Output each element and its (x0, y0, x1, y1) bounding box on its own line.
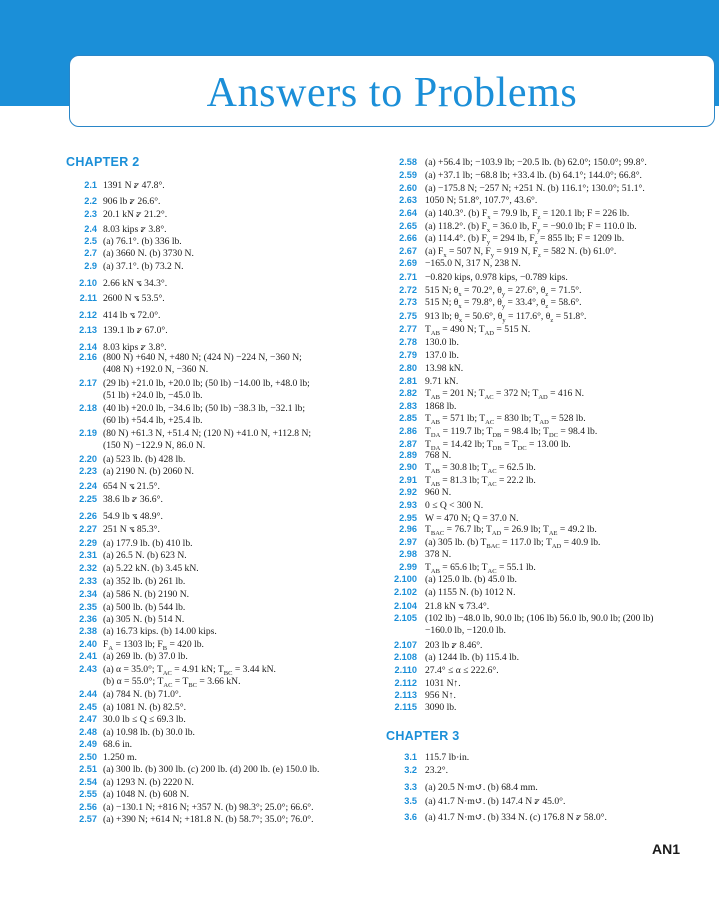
problem-number: 2.49 (79, 739, 97, 749)
problem-number: 2.45 (79, 702, 97, 712)
answer-text: (51 lb) +24.0 lb, −45.0 lb. (103, 390, 203, 401)
problem-number: 2.4 (84, 224, 97, 234)
problem-number: 2.35 (79, 602, 97, 612)
answer-text: 13.98 kN. (425, 363, 464, 374)
problem-number: 2.67 (399, 246, 417, 256)
problem-number: 2.98 (399, 549, 417, 559)
problem-number: 2.43 (79, 664, 97, 674)
problem-number: 2.92 (399, 487, 417, 497)
answer-text: 515 N; $\theta_x = 70.2^\circ$, $\theta_y = 27.6^\circ$, $\theta_z = 71.5^\circ$. (425, 285, 582, 298)
answer-text: 23.2°. (425, 765, 449, 776)
problem-number: 2.27 (79, 524, 97, 534)
problem-number: 2.44 (79, 689, 97, 699)
problem-number: 2.54 (79, 777, 97, 787)
page-number: AN1 (652, 841, 681, 857)
problem-number: 2.104 (394, 601, 417, 611)
problem-number: 2.14 (79, 342, 97, 352)
problem-number: 2.93 (399, 500, 417, 510)
problem-number: 2.20 (79, 454, 97, 464)
answer-text: 515 N; $\theta_x = 79.8^\circ$, $\theta_y = 33.4^\circ$, $\theta_z = 58.6^\circ$. (425, 297, 582, 310)
problem-number: 2.85 (399, 413, 417, 423)
problem-number: 2.107 (394, 640, 417, 650)
answer-text: 251 N ⦪ 85.3°. (103, 524, 160, 535)
answer-text: (a) 1081 N. (b) 82.5°. (103, 702, 186, 713)
problem-number: 2.65 (399, 221, 417, 231)
answer-text: (b) α = 55.0°; $T_{AC} = T_{BC} = 3.66$ kN. (103, 676, 241, 689)
answer-text: (a) 269 lb. (b) 37.0 lb. (103, 651, 188, 662)
problem-number: 2.112 (394, 678, 417, 688)
problem-number: 2.110 (394, 665, 417, 675)
problem-number: 3.3 (404, 782, 417, 792)
answer-text: 960 N. (425, 487, 452, 498)
page-title: Answers to Problems (206, 70, 578, 116)
answer-text: (a) 500 lb. (b) 544 lb. (103, 602, 186, 613)
answer-text: $T_{AB} = 30.8$ lb; $T_{AC} = 62.5$ lb. (425, 462, 536, 475)
answer-text: (29 lb) +21.0 lb, +20.0 lb; (50 lb) −14.00 lb, +48.0 lb; (103, 378, 310, 389)
answer-text: (a) 305 N. (b) 514 N. (103, 614, 185, 625)
problem-number: 2.13 (79, 325, 97, 335)
answer-text: $T_{BAC} = 76.7$ lb; $T_{AD} = 26.9$ lb; $T_{AE} = 49.2$ lb. (425, 524, 597, 537)
problem-number: 2.71 (399, 272, 417, 282)
answer-text: (a) 1155 N. (b) 1012 N. (425, 587, 516, 598)
answer-text: (a) 41.7 N·m↺. (b) 147.4 N ⦫ 45.0°. (425, 796, 566, 807)
answer-text: (a) 114.4°. (b) $F_y = 294$ lb, $F_z = 855$ lb; F = 1209 lb. (425, 233, 625, 246)
problem-number: 2.95 (399, 513, 417, 523)
problem-number: 2.82 (399, 388, 417, 398)
problem-number: 2.10 (79, 278, 97, 288)
problem-number: 2.1 (84, 180, 97, 190)
answer-text: 137.0 lb. (425, 350, 459, 361)
answer-text: (a) 784 N. (b) 71.0°. (103, 689, 182, 700)
answer-text: 414 lb ⦪ 72.0°. (103, 310, 161, 321)
answer-text: 906 lb ⦫ 26.6°. (103, 196, 161, 207)
problem-number: 2.77 (399, 324, 417, 334)
problem-number: 2.115 (394, 702, 417, 712)
problem-number: 2.102 (394, 587, 417, 597)
problem-number: 2.75 (399, 311, 417, 321)
answer-text: 1868 lb. (425, 401, 457, 412)
answer-text: 956 N↑. (425, 690, 456, 701)
answer-text: $T_{AB} = 201$ N; $T_{AC} = 372$ N; $T_{AD} = 416$ N. (425, 388, 585, 401)
problem-number: 2.55 (79, 789, 97, 799)
problem-number: 2.9 (84, 261, 97, 271)
problem-number: 2.56 (79, 802, 97, 812)
problem-number: 2.97 (399, 537, 417, 547)
answer-text: (150 N) −122.9 N, 86.0 N. (103, 440, 206, 451)
answer-text: (60 lb) +54.4 lb, +25.4 lb. (103, 415, 203, 426)
chapter-heading: CHAPTER 2 (66, 155, 140, 169)
problem-number: 2.59 (399, 170, 417, 180)
problem-number: 2.24 (79, 481, 97, 491)
answer-text: (a) 41.7 N·m↺. (b) 334 N. (c) 176.8 N ⦫ 58.0°. (425, 812, 607, 823)
problem-number: 2.36 (79, 614, 97, 624)
problem-number: 2.57 (79, 814, 97, 824)
problem-number: 2.17 (79, 378, 97, 388)
problem-number: 2.99 (399, 562, 417, 572)
answer-text: (a) −130.1 N; +816 N; +357 N. (b) 98.3°; 25.0°; 66.6°. (103, 802, 314, 813)
problem-number: 2.48 (79, 727, 97, 737)
answer-text: (a) +390 N; +614 N; +181.8 N. (b) 58.7°; 35.0°; 76.0°. (103, 814, 314, 825)
problem-number: 2.2 (84, 196, 97, 206)
answer-text: (a) −175.8 N; −257 N; +251 N. (b) 116.1°; 130.0°; 51.1°. (425, 183, 645, 194)
problem-number: 2.23 (79, 466, 97, 476)
answer-text: (40 lb) +20.0 lb, −34.6 lb; (50 lb) −38.3 lb, −32.1 lb; (103, 403, 306, 414)
answer-text: (a) 26.5 N. (b) 623 N. (103, 550, 187, 561)
answer-text: (a) 1048 N. (b) 608 N. (103, 789, 190, 800)
answer-text: $T_{AB} = 490$ N; $T_{AD} = 515$ N. (425, 324, 531, 337)
problem-number: 3.1 (404, 752, 417, 762)
answer-text: (a) 118.2°. (b) $F_x = 36.0$ lb, $F_y = -90.0$ lb; F = 110.0 lb. (425, 221, 637, 234)
problem-number: 2.69 (399, 258, 417, 268)
answer-text: (a) 5.22 kN. (b) 3.45 kN. (103, 563, 199, 574)
answer-text: (a) 125.0 lb. (b) 45.0 lb. (425, 574, 517, 585)
problem-number: 2.87 (399, 439, 417, 449)
problem-number: 2.5 (84, 236, 97, 246)
problem-number: 2.51 (79, 764, 97, 774)
problem-number: 2.3 (84, 209, 97, 219)
problem-number: 2.66 (399, 233, 417, 243)
answer-text: $T_{DA} = 14.42$ lb; $T_{DB} = T_{DC} = 13.00$ lb. (425, 439, 571, 452)
problem-number: 2.96 (399, 524, 417, 534)
answer-text: 1.250 m. (103, 752, 137, 763)
problem-number: 2.78 (399, 337, 417, 347)
problem-number: 3.6 (404, 812, 417, 822)
answer-text: 0 ≤ Q < 300 N. (425, 500, 484, 511)
answer-text: 1031 N↑. (425, 678, 461, 689)
answer-text: (a) 177.9 lb. (b) 410 lb. (103, 538, 193, 549)
problem-number: 2.58 (399, 157, 417, 167)
answer-text: (80 N) +61.3 N, +51.4 N; (120 N) +41.0 N, +112.8 N; (103, 428, 312, 439)
answer-text: 54.9 lb ⦪ 48.9°. (103, 511, 163, 522)
answer-text: (a) 37.1°. (b) 73.2 N. (103, 261, 184, 272)
answer-text: $T_{DA} = 119.7$ lb; $T_{DB} = 98.4$ lb; $T_{DC} = 98.4$ lb. (425, 426, 598, 439)
answer-text: (a) 76.1°. (b) 336 lb. (103, 236, 182, 247)
answer-text: (a) 1293 N. (b) 2220 N. (103, 777, 194, 788)
answer-text: (a) 10.98 lb. (b) 30.0 lb. (103, 727, 195, 738)
answer-text: 1391 N ⦫ 47.8°. (103, 180, 165, 191)
answer-text: 654 N ⦪ 21.5°. (103, 481, 160, 492)
answer-text: 20.1 kN ⦫ 21.2°. (103, 209, 168, 220)
problem-number: 2.12 (79, 310, 97, 320)
answer-text: 9.71 kN. (425, 376, 459, 387)
problem-number: 2.16 (79, 352, 97, 362)
answer-text: 913 lb; $\theta_x = 50.6^\circ$, $\theta_y = 117.6^\circ$, $\theta_z = 51.8^\circ$. (425, 311, 587, 324)
problem-number: 2.105 (394, 613, 417, 623)
answer-text: 768 N. (425, 450, 452, 461)
problem-number: 2.73 (399, 297, 417, 307)
problem-number: 2.31 (79, 550, 97, 560)
problem-number: 2.64 (399, 208, 417, 218)
problem-number: 2.19 (79, 428, 97, 438)
answer-text: 8.03 kips ⦫ 3.8°. (103, 224, 167, 235)
answer-text: (a) 300 lb. (b) 300 lb. (c) 200 lb. (d) 200 lb. (e) 150.0 lb. (103, 764, 320, 775)
problem-number: 2.11 (79, 293, 97, 303)
answer-text: (a) 20.5 N·m↺. (b) 68.4 mm. (425, 782, 538, 793)
problem-number: 2.50 (79, 752, 97, 762)
problem-number: 2.29 (79, 538, 97, 548)
answer-text: (a) α = 35.0°; $T_{AC} = 4.91$ kN; $T_{BC} = 3.44$ kN. (103, 664, 276, 677)
problem-number: 2.63 (399, 195, 417, 205)
answer-text: 378 N. (425, 549, 452, 560)
problem-number: 2.83 (399, 401, 417, 411)
answer-text: 21.8 kN ⦪ 73.4°. (425, 601, 490, 612)
problem-number: 2.79 (399, 350, 417, 360)
answer-text: −160.0 lb, −120.0 lb. (425, 625, 506, 636)
answer-text: (a) 140.3°. (b) $F_x = 79.9$ lb, $F_z = 120.1$ lb; F = 226 lb. (425, 208, 630, 221)
answer-text: (408 N) +192.0 N, −360 N. (103, 364, 209, 375)
answer-text: 139.1 lb ⦫ 67.0°. (103, 325, 168, 336)
answer-text: −165.0 N, 317 N, 238 N. (425, 258, 521, 269)
answer-text: 27.4° ≤ α ≤ 222.6°. (425, 665, 499, 676)
problem-number: 2.100 (394, 574, 417, 584)
answer-text: 8.03 kips ⦫ 3.8°. (103, 342, 167, 353)
answer-text: (102 lb) −48.0 lb, 90.0 lb; (106 lb) 56.0 lb, 90.0 lb; (200 lb) (425, 613, 654, 624)
problem-number: 2.89 (399, 450, 417, 460)
answer-text: (800 N) +640 N, +480 N; (424 N) −224 N, −360 N; (103, 352, 302, 363)
answer-text: $F_A = 1303$ lb; $F_B = 420$ lb. (103, 639, 204, 652)
chapter-heading: CHAPTER 3 (386, 729, 460, 743)
problem-number: 3.2 (404, 765, 417, 775)
answer-text: (a) +56.4 lb; −103.9 lb; −20.5 lb. (b) 62.0°; 150.0°; 99.8°. (425, 157, 647, 168)
answer-text: $T_{AB} = 65.6$ lb; $T_{AC} = 55.1$ lb. (425, 562, 536, 575)
answer-text: 1050 N; 51.8°, 107.7°, 43.6°. (425, 195, 538, 206)
answer-text: (a) 586 N. (b) 2190 N. (103, 589, 190, 600)
title-box (69, 55, 715, 127)
answer-text: (a) 16.73 kips. (b) 14.00 kips. (103, 626, 217, 637)
problem-number: 3.5 (404, 796, 417, 806)
problem-number: 2.26 (79, 511, 97, 521)
problem-number: 2.25 (79, 494, 97, 504)
answer-text: (a) 2190 N. (b) 2060 N. (103, 466, 194, 477)
problem-number: 2.18 (79, 403, 97, 413)
answer-text: 115.7 lb·in. (425, 752, 470, 763)
answer-text: 2600 N ⦪ 53.5°. (103, 293, 165, 304)
problem-number: 2.38 (79, 626, 97, 636)
problem-number: 2.72 (399, 285, 417, 295)
problem-number: 2.32 (79, 563, 97, 573)
answer-text: (a) 3660 N. (b) 3730 N. (103, 248, 194, 259)
answer-text: 30.0 lb ≤ Q ≤ 69.3 lb. (103, 714, 186, 725)
answer-text: 130.0 lb. (425, 337, 459, 348)
problem-number: 2.86 (399, 426, 417, 436)
problem-number: 2.91 (399, 475, 417, 485)
problem-number: 2.113 (394, 690, 417, 700)
problem-number: 2.41 (79, 651, 97, 661)
answer-text: 3090 lb. (425, 702, 457, 713)
answer-text: (a) 305 lb. (b) $T_{BAC} = 117.0$ lb; $T_{AD} = 40.9$ lb. (425, 537, 601, 550)
answer-text: 203 lb ⦫ 8.46°. (425, 640, 483, 651)
problem-number: 2.33 (79, 576, 97, 586)
answer-text: $T_{AB} = 81.3$ lb; $T_{AC} = 22.2$ lb. (425, 475, 536, 488)
answer-text: (a) 1244 lb. (b) 115.4 lb. (425, 652, 519, 663)
answer-text: −0.820 kips, 0.978 kips, −0.789 kips. (425, 272, 568, 283)
problem-number: 2.47 (79, 714, 97, 724)
problem-number: 2.81 (399, 376, 417, 386)
answer-text: (a) 523 lb. (b) 428 lb. (103, 454, 186, 465)
answer-text: W = 470 N; Q = 37.0 N. (425, 513, 519, 524)
problem-number: 2.90 (399, 462, 417, 472)
answer-text: 38.6 lb ⦫ 36.6°. (103, 494, 163, 505)
problem-number: 2.108 (394, 652, 417, 662)
problem-number: 2.60 (399, 183, 417, 193)
answer-text: $T_{AB} = 571$ lb; $T_{AC} = 830$ lb; $T_{AD} = 528$ lb. (425, 413, 586, 426)
answer-text: (a) +37.1 lb; −68.8 lb; +33.4 lb. (b) 64.1°; 144.0°; 66.8°. (425, 170, 642, 181)
problem-number: 2.80 (399, 363, 417, 373)
problem-number: 2.7 (84, 248, 97, 258)
answer-text: 2.66 kN ⦪ 34.3°. (103, 278, 168, 289)
answer-text: 68.6 in. (103, 739, 133, 750)
problem-number: 2.40 (79, 639, 97, 649)
answer-text: (a) 352 lb. (b) 261 lb. (103, 576, 186, 587)
problem-number: 2.34 (79, 589, 97, 599)
answer-text: (a) $F_x = 507$ N, $F_y = 919$ N, $F_z = 582$ N. (b) 61.0°. (425, 246, 617, 259)
